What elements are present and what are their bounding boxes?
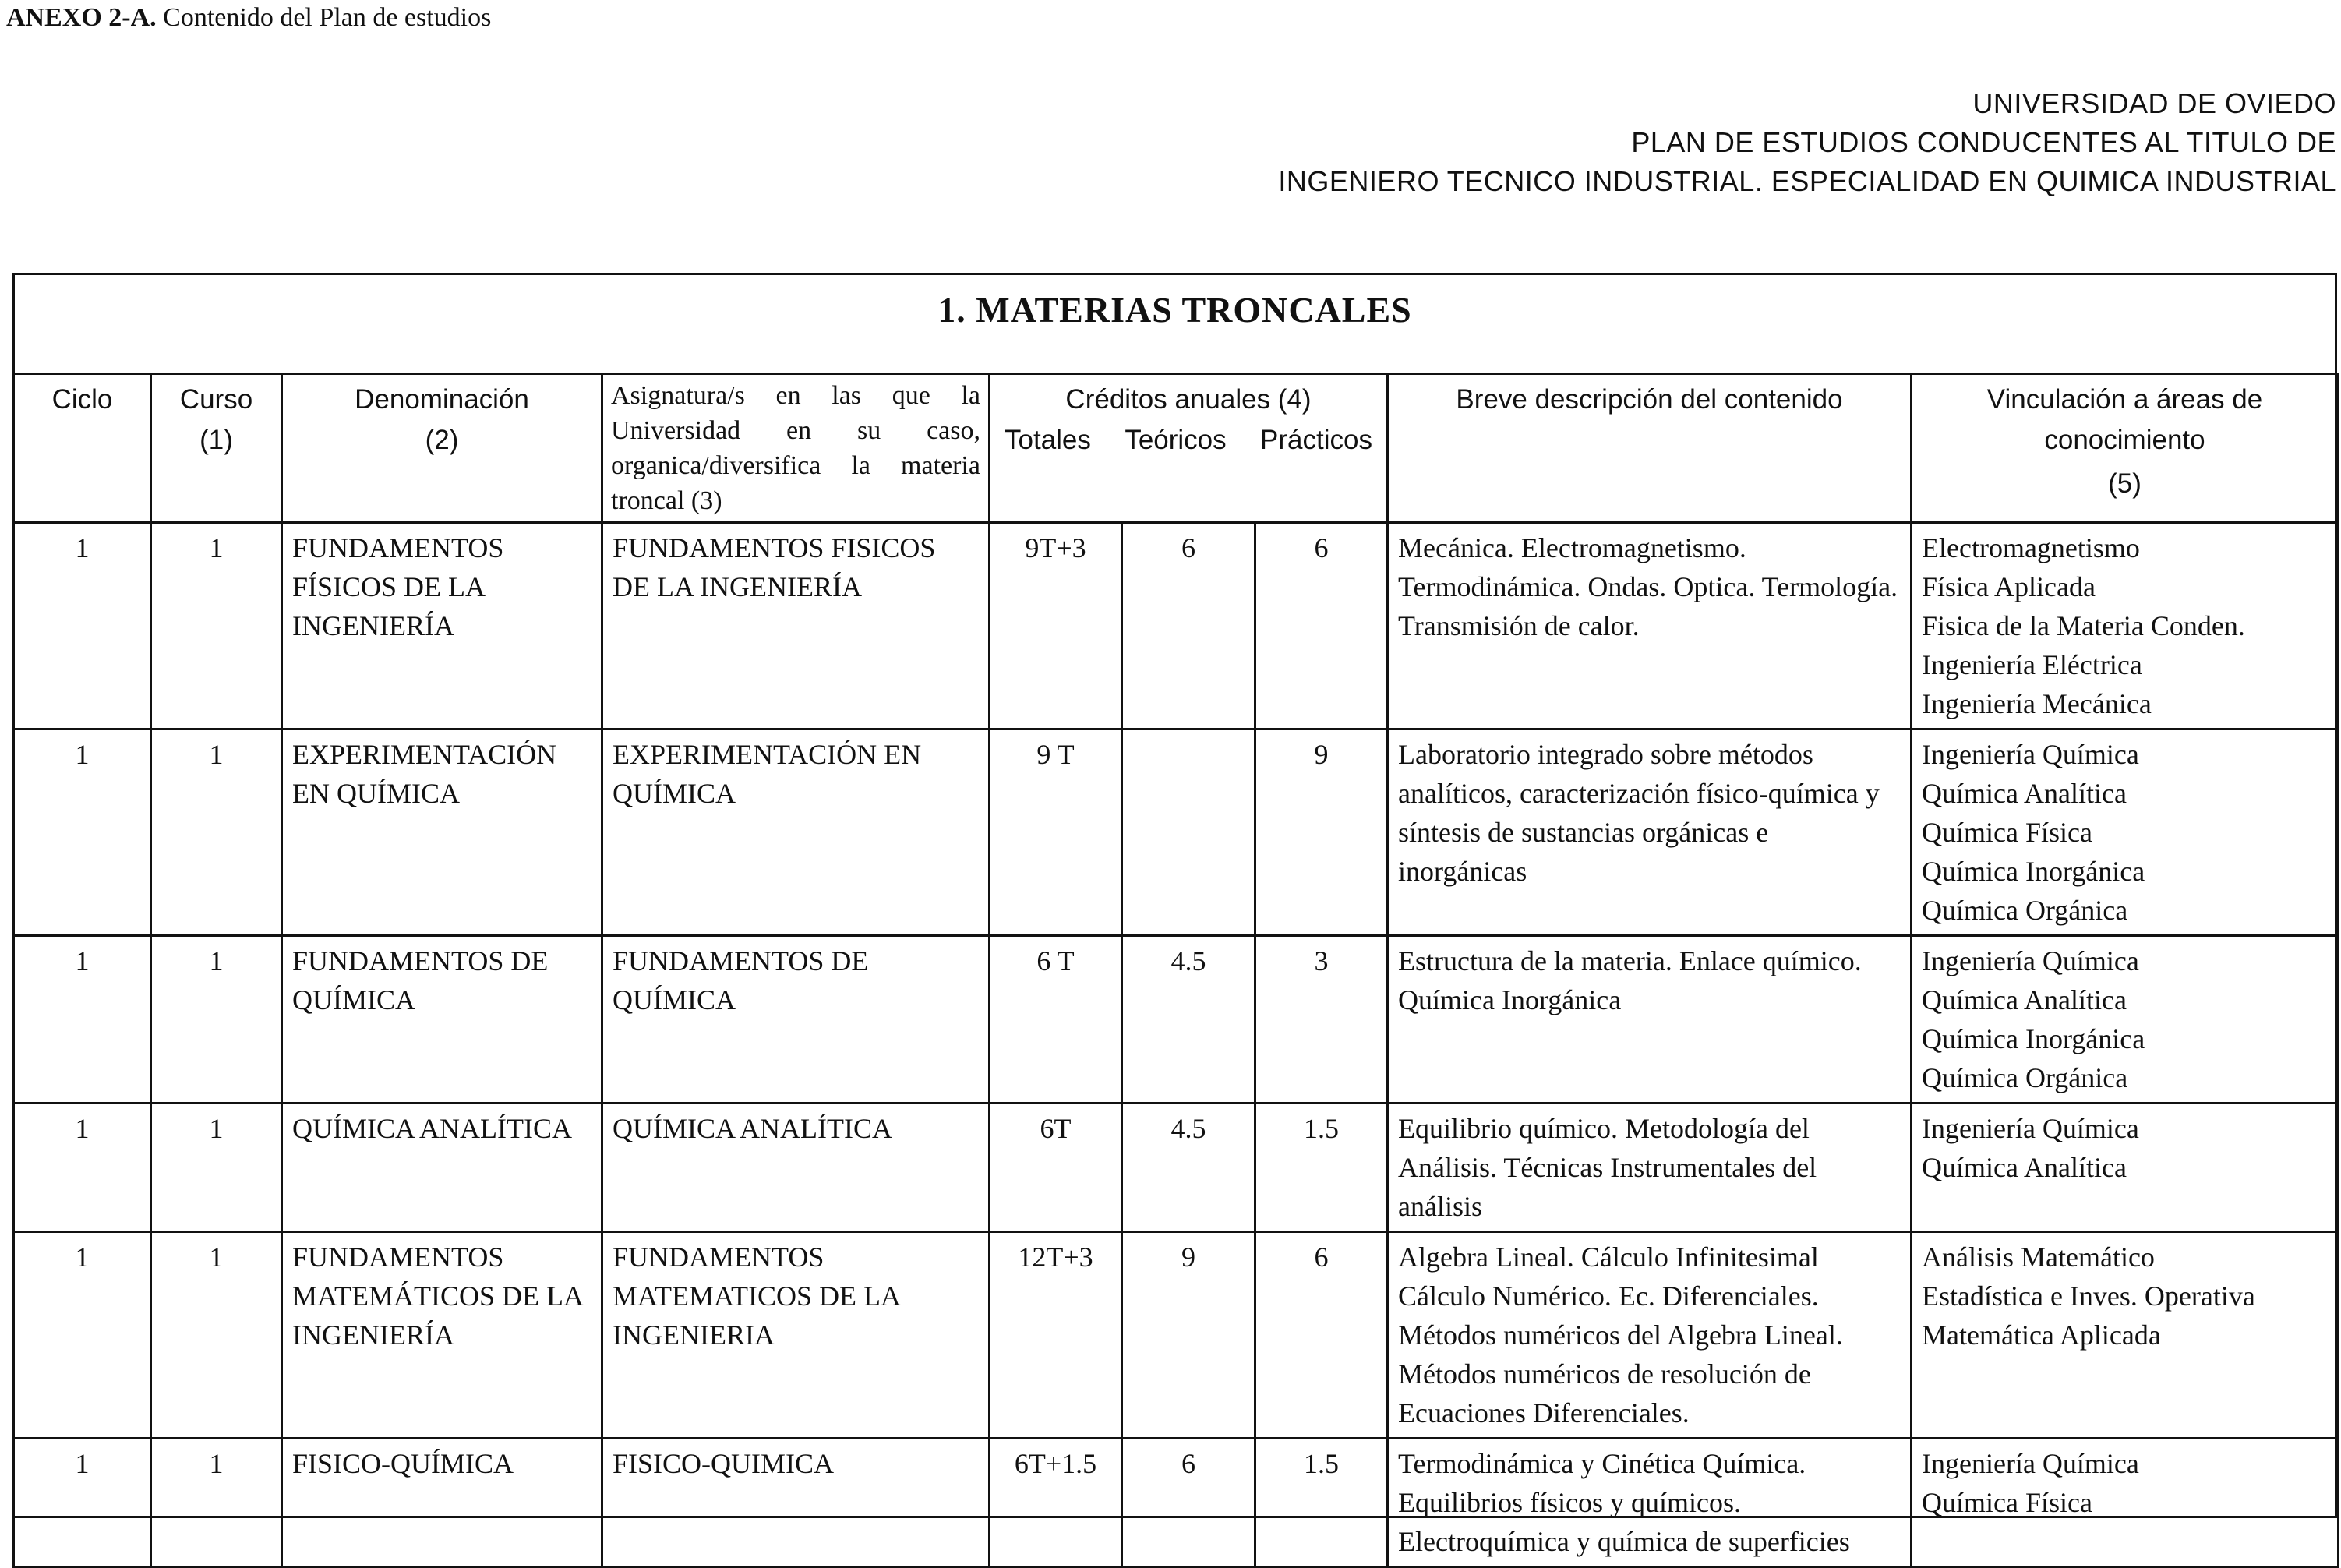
cell-descripcion: Equilibrio químico. Metodología del Análisis. Técnicas Instrumentales del análisis xyxy=(1388,1104,1912,1232)
cell-denominacion: EXPERIMENTACIÓN EN QUÍMICA xyxy=(282,729,602,936)
cell-ciclo: 1 xyxy=(14,1104,151,1232)
cell-practicos: 6 xyxy=(1255,523,1388,729)
area-item: Química Analítica xyxy=(1922,778,2127,809)
area-item: Ingeniería Química xyxy=(1922,1448,2139,1479)
cell-areas xyxy=(1912,1439,2339,1567)
cell-practicos: 1.5 xyxy=(1255,1104,1388,1232)
cell-curso: 1 xyxy=(151,523,282,729)
cell-teoricos: 6 xyxy=(1122,523,1255,729)
cell-asignatura: FUNDAMENTOS FISICOS DE LA INGENIERÍA xyxy=(602,523,990,729)
plan-title: PLAN DE ESTUDIOS CONDUCENTES AL TITULO DE xyxy=(1631,126,2336,158)
table-row xyxy=(14,936,2339,1104)
cell-asignatura: FUNDAMENTOS DE QUÍMICA xyxy=(602,936,990,1104)
cell-denominacion: FUNDAMENTOS DE QUÍMICA xyxy=(282,936,602,1104)
col-ciclo: Ciclo xyxy=(14,374,151,523)
document-header xyxy=(1278,84,2336,201)
annex-label: ANEXO 2-A. xyxy=(6,3,157,32)
cell-curso: 1 xyxy=(151,936,282,1104)
cell-totales: 6 T xyxy=(990,936,1122,1104)
area-item: Ingeniería Mecánica xyxy=(1922,688,2152,719)
cell-areas xyxy=(1912,523,2339,729)
cell-practicos: 3 xyxy=(1255,936,1388,1104)
area-item: Ingeniería Química xyxy=(1922,739,2139,770)
cell-descripcion: Termodinámica y Cinética Química. Equilibrios físicos y químicos. Electroquímica y química de superficies xyxy=(1388,1439,1912,1567)
cell-descripcion: Estructura de la materia. Enlace químico. Química Inorgánica xyxy=(1388,936,1912,1104)
cell-ciclo: 1 xyxy=(14,1232,151,1439)
cell-teoricos: 4.5 xyxy=(1122,936,1255,1104)
cell-areas xyxy=(1912,1104,2339,1232)
cell-asignatura: FUNDAMENTOS MATEMATICOS DE LA INGENIERIA xyxy=(602,1232,990,1439)
subjects-table xyxy=(12,373,2339,1568)
cell-areas xyxy=(1912,936,2339,1104)
cell-asignatura: EXPERIMENTACIÓN EN QUÍMICA xyxy=(602,729,990,936)
plan-frame xyxy=(12,273,2337,1557)
area-item: Electromagnetismo xyxy=(1922,532,2140,563)
col-asignatura: Asignatura/s en las que la Universidad en su caso, organica/diversifica la materia troncal (3) xyxy=(602,374,990,523)
cell-teoricos: 9 xyxy=(1122,1232,1255,1439)
cell-descripcion: Laboratorio integrado sobre métodos analíticos, caracterización físico-química y síntesis de sustancias orgánicas e inorgánicas xyxy=(1388,729,1912,936)
col-teoricos: Teóricos xyxy=(1125,425,1227,455)
area-item: Fisica de la Materia Conden. xyxy=(1922,610,2245,641)
area-item: Química Orgánica xyxy=(1922,895,2128,926)
area-item: Química Física xyxy=(1922,817,2092,848)
area-item: Química Inorgánica xyxy=(1922,856,2145,887)
cell-ciclo: 1 xyxy=(14,729,151,936)
area-item: Química Física xyxy=(1922,1487,2092,1518)
cell-totales: 9 T xyxy=(990,729,1122,936)
cell-areas xyxy=(1912,729,2339,936)
cell-denominacion: QUÍMICA ANALÍTICA xyxy=(282,1104,602,1232)
area-item: Ingeniería Química xyxy=(1922,945,2139,976)
col-descripcion: Breve descripción del contenido xyxy=(1388,374,1912,523)
table-row xyxy=(14,1104,2339,1232)
cell-descripcion: Algebra Lineal. Cálculo Infinitesimal Cálculo Numérico. Ec. Diferenciales. Métodos numéricos del Algebra Lineal. Métodos numéricos de resolución de Ecuaciones Diferenciales. xyxy=(1388,1232,1912,1439)
cell-asignatura: FISICO-QUIMICA xyxy=(602,1439,990,1567)
cell-practicos: 1.5 xyxy=(1255,1439,1388,1567)
area-item: Química Analítica xyxy=(1922,1152,2127,1183)
cell-totales: 6T+1.5 xyxy=(990,1439,1122,1567)
cell-ciclo: 1 xyxy=(14,1439,151,1567)
cell-totales: 12T+3 xyxy=(990,1232,1122,1439)
area-item: Química Inorgánica xyxy=(1922,1023,2145,1054)
area-item: Matemática Aplicada xyxy=(1922,1319,2161,1351)
area-item: Ingeniería Eléctrica xyxy=(1922,649,2142,680)
cell-descripcion: Mecánica. Electromagnetismo. Termodinámica. Ondas. Optica. Termología. Transmisión de calor. xyxy=(1388,523,1912,729)
area-item: Análisis Matemático xyxy=(1922,1241,2155,1273)
cell-teoricos xyxy=(1122,729,1255,936)
section-title: 1. MATERIAS TRONCALES xyxy=(937,290,1412,330)
area-item: Física Aplicada xyxy=(1922,571,2096,602)
cell-practicos: 6 xyxy=(1255,1232,1388,1439)
cell-denominacion: FISICO-QUÍMICA xyxy=(282,1439,602,1567)
table-row xyxy=(14,1439,2339,1567)
col-practicos: Prácticos xyxy=(1260,425,1372,455)
cell-curso: 1 xyxy=(151,729,282,936)
cell-ciclo: 1 xyxy=(14,936,151,1104)
area-item: Ingeniería Química xyxy=(1922,1113,2139,1144)
col-totales: Totales xyxy=(1005,425,1091,455)
table-row xyxy=(14,729,2339,936)
col-curso: Curso (1) xyxy=(151,374,282,523)
area-item: Química Orgánica xyxy=(1922,1062,2128,1093)
cell-denominacion: FUNDAMENTOS MATEMÁTICOS DE LA INGENIERÍA xyxy=(282,1232,602,1439)
cell-practicos: 9 xyxy=(1255,729,1388,936)
cell-totales: 9T+3 xyxy=(990,523,1122,729)
annex-heading xyxy=(6,3,491,33)
cell-asignatura: QUÍMICA ANALÍTICA xyxy=(602,1104,990,1232)
cell-totales: 6T xyxy=(990,1104,1122,1232)
cell-curso: 1 xyxy=(151,1232,282,1439)
cell-areas xyxy=(1912,1232,2339,1439)
university-name: UNIVERSIDAD DE OVIEDO xyxy=(1972,87,2336,119)
cell-curso: 1 xyxy=(151,1439,282,1567)
annex-text: Contenido del Plan de estudios xyxy=(156,3,492,32)
cell-teoricos: 4.5 xyxy=(1122,1104,1255,1232)
area-item: Estadística e Inves. Operativa xyxy=(1922,1280,2255,1312)
col-vinculacion: Vinculación a áreas de conocimiento (5) xyxy=(1912,374,2339,523)
cell-teoricos: 6 xyxy=(1122,1439,1255,1567)
table-row xyxy=(14,1232,2339,1439)
header-row xyxy=(14,374,2339,523)
col-denominacion: Denominación (2) xyxy=(282,374,602,523)
area-item: Química Analítica xyxy=(1922,984,2127,1015)
cell-denominacion: FUNDAMENTOS FÍSICOS DE LA INGENIERÍA xyxy=(282,523,602,729)
col-creditos: Créditos anuales (4) Totales Teóricos Prácticos xyxy=(990,374,1388,523)
degree-title: INGENIERO TECNICO INDUSTRIAL. ESPECIALIDAD EN QUIMICA INDUSTRIAL xyxy=(1278,165,2336,197)
table-row xyxy=(14,523,2339,729)
cell-curso: 1 xyxy=(151,1104,282,1232)
cell-ciclo: 1 xyxy=(14,523,151,729)
